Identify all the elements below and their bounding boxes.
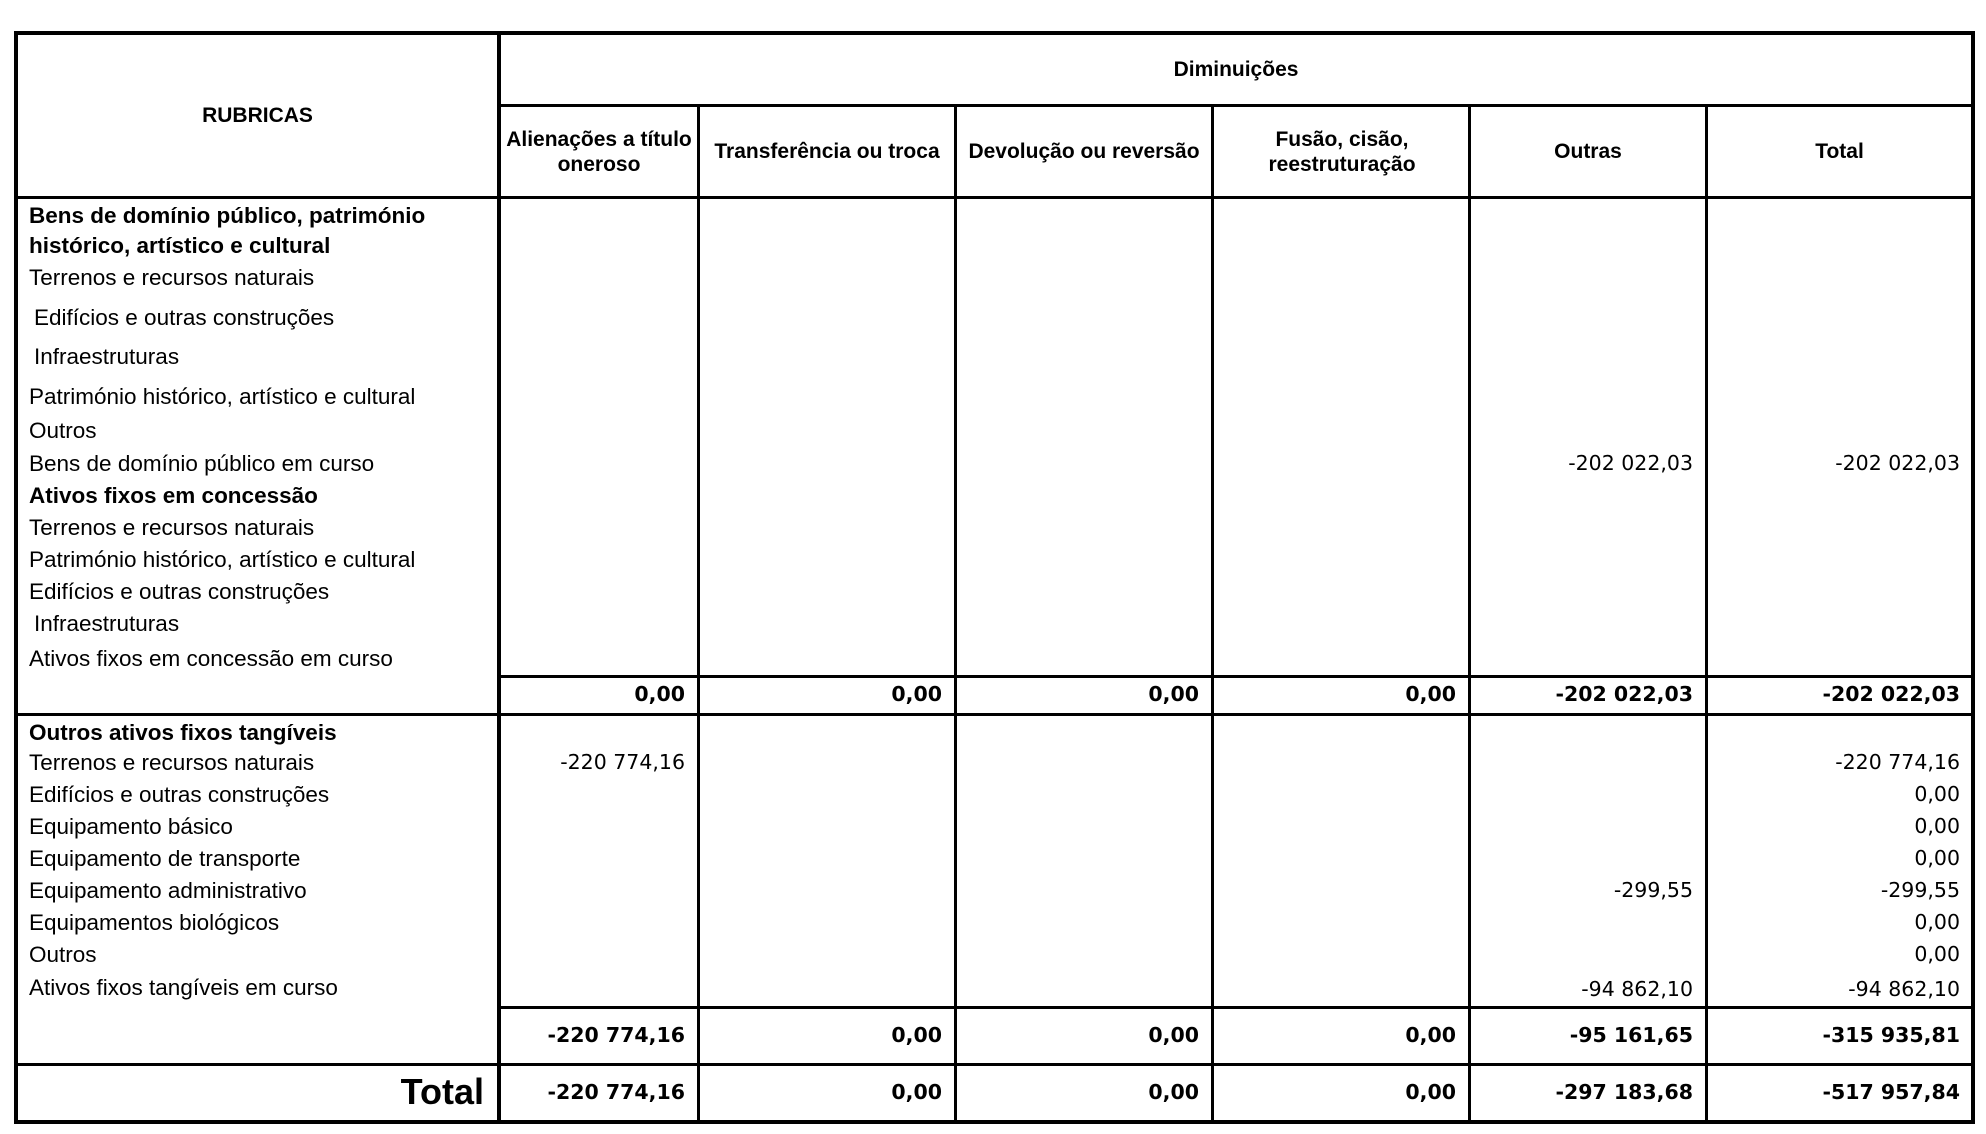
border-col-3 <box>1211 104 1214 1124</box>
cell-value: 0,00 <box>1914 910 1960 934</box>
border-bottom <box>14 1120 1975 1124</box>
grand-total-value: -220 774,16 <box>547 1080 685 1104</box>
row-label: Infraestruturas <box>34 611 180 636</box>
cell-value: -220 774,16 <box>560 750 685 774</box>
grand-total-label: Total <box>400 1071 484 1112</box>
row-label: Equipamento básico <box>29 814 233 839</box>
col-header-alienacoes: Alienações a título oneroso <box>506 127 692 176</box>
cell-value: -202 022,03 <box>1835 451 1960 475</box>
row-label: Edifícios e outras construções <box>29 579 330 604</box>
subtotal2-value: 0,00 <box>1148 1023 1199 1047</box>
row-label: Infraestruturas <box>34 344 180 369</box>
row-label: Outros <box>29 942 97 967</box>
grand-total-value: -297 183,68 <box>1555 1080 1693 1104</box>
cell-value: -299,55 <box>1613 878 1693 902</box>
row-label: Equipamento administrativo <box>29 878 307 903</box>
grand-total-value: -517 957,84 <box>1822 1080 1960 1104</box>
border-col-2 <box>954 104 957 1124</box>
subtotal1-value: 0,00 <box>891 682 942 706</box>
border-col-5 <box>1705 104 1708 1124</box>
cell-value: -202 022,03 <box>1568 451 1693 475</box>
grand-total-value: 0,00 <box>891 1080 942 1104</box>
section1-title: Bens de domínio público, património histórico, artístico e cultural <box>29 203 426 258</box>
border-right <box>1971 31 1975 1124</box>
col-header-total: Total <box>1815 140 1864 163</box>
border-subtotal2-top <box>497 1006 1975 1009</box>
cell-value: -94 862,10 <box>1848 977 1960 1001</box>
cell-value: -220 774,16 <box>1835 750 1960 774</box>
row-label: Equipamentos biológicos <box>29 910 280 935</box>
section1-subtitle: Ativos fixos em concessão <box>29 483 318 508</box>
cell-value: 0,00 <box>1914 846 1960 870</box>
row-label: Ativos fixos tangíveis em curso <box>29 975 338 1000</box>
diminuicoes-header: Diminuições <box>1173 58 1299 81</box>
border-header-bottom <box>14 196 1975 199</box>
cell-value: 0,00 <box>1914 942 1960 966</box>
rubricas-header: RUBRICAS <box>202 104 313 127</box>
section2-title: Outros ativos fixos tangíveis <box>29 720 337 745</box>
row-label: Património histórico, artístico e cultural <box>29 547 416 572</box>
border-subtotal2-bottom <box>14 1063 1975 1066</box>
row-label: Outros <box>29 418 97 443</box>
cell-value: 0,00 <box>1914 814 1960 838</box>
row-label: Edifícios e outras construções <box>34 305 335 330</box>
row-label: Património histórico, artístico e cultural <box>29 384 416 409</box>
col-header-outras: Outras <box>1554 140 1622 163</box>
subtotal1-value: -202 022,03 <box>1822 682 1960 706</box>
row-label: Equipamento de transporte <box>29 846 301 871</box>
subtotal1-value: 0,00 <box>634 682 685 706</box>
grand-total-value: 0,00 <box>1405 1080 1456 1104</box>
row-label: Edifícios e outras construções <box>29 782 330 807</box>
col-header-transferencia: Transferência ou troca <box>714 140 940 163</box>
border-subtotal1-bottom <box>14 713 1975 716</box>
row-label: Terrenos e recursos naturais <box>29 515 315 540</box>
cell-value: -94 862,10 <box>1581 977 1693 1001</box>
subtotal1-value: -202 022,03 <box>1555 682 1693 706</box>
subtotal2-value: 0,00 <box>891 1023 942 1047</box>
row-label: Terrenos e recursos naturais <box>29 265 315 290</box>
cell-value: -299,55 <box>1880 878 1960 902</box>
col-header-fusao: Fusão, cisão, reestruturação <box>1268 127 1416 176</box>
subtotal2-value: -95 161,65 <box>1569 1023 1693 1047</box>
border-col-1 <box>697 104 700 1124</box>
row-label: Terrenos e recursos naturais <box>29 750 315 775</box>
row-label: Bens de domínio público em curso <box>29 451 375 476</box>
subtotal2-value: 0,00 <box>1405 1023 1456 1047</box>
grand-total-value: 0,00 <box>1148 1080 1199 1104</box>
border-col-4 <box>1468 104 1471 1124</box>
row-label: Ativos fixos em concessão em curso <box>29 646 393 671</box>
subtotal2-value: -220 774,16 <box>547 1023 685 1047</box>
subtotal2-value: -315 935,81 <box>1822 1023 1960 1047</box>
border-subtotal1-top <box>497 675 1975 678</box>
subtotal1-value: 0,00 <box>1148 682 1199 706</box>
cell-value: 0,00 <box>1914 782 1960 806</box>
subtotal1-value: 0,00 <box>1405 682 1456 706</box>
col-header-devolucao: Devolução ou reversão <box>968 140 1200 163</box>
